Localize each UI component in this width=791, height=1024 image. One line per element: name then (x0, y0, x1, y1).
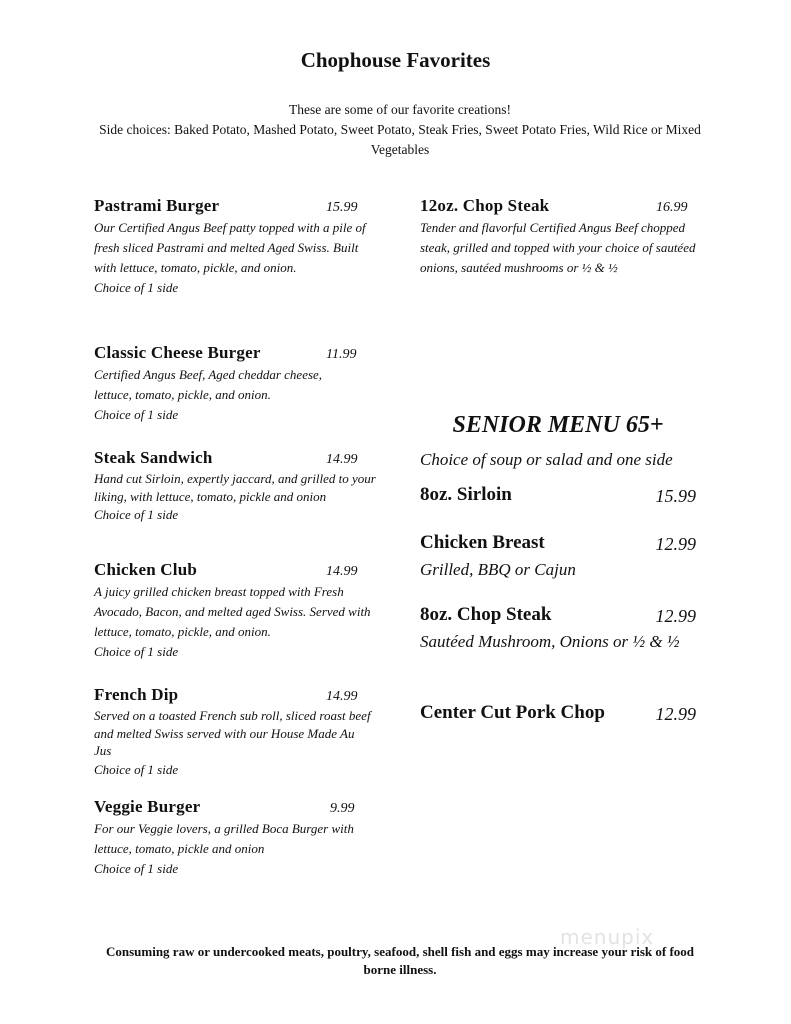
item-name: Steak Sandwich (94, 448, 213, 467)
item-price: 14.99 (326, 689, 358, 704)
page-title: Chophouse Favorites (300, 48, 491, 72)
senior-item-pork-chop (420, 702, 700, 724)
menu-item-classic-cheese-burger (94, 343, 374, 425)
item-name: 12oz. Chop Steak (420, 196, 550, 215)
senior-item-8oz-chop-steak (420, 604, 700, 655)
senior-menu-subtitle: Choice of soup or salad and one side (420, 450, 673, 469)
item-name: Veggie Burger (94, 797, 201, 816)
item-name: 8oz. Sirloin (420, 484, 512, 505)
menu-item-chicken-club (94, 560, 379, 662)
item-name: Chicken Club (94, 560, 198, 579)
item-description: Hand cut Sirloin, expertly jaccard, and grilled to your liking, with lettuce, tomato, pickle and onion (94, 471, 376, 504)
item-price: 12.99 (655, 534, 696, 554)
side-choices: Side choices: Baked Potato, Mashed Potato, Sweet Potato, Steak Fries, Sweet Potato Fries, Wild Rice or Mixed Vegetables (99, 122, 701, 157)
menu-item-veggie-burger (94, 797, 369, 879)
item-note: Choice of 1 side (94, 761, 179, 777)
item-name: Classic Cheese Burger (94, 343, 261, 362)
menu-item-12oz-chop-steak (420, 196, 705, 278)
item-description: Tender and flavorful Certified Angus Beef chopped steak, grilled and topped with your choice of sautéed onions, sautéed mushrooms or ½ & ½ (420, 220, 696, 275)
menu-item-pastrami-burger (94, 196, 374, 298)
intro-tagline: These are some of our favorite creations! (289, 102, 511, 117)
item-price: 11.99 (326, 347, 357, 362)
item-description: For our Veggie lovers, a grilled Boca Burger with lettuce, tomato, pickle and onion (94, 821, 354, 856)
food-safety-disclaimer: Consuming raw or undercooked meats, poultry, seafood, shell fish and eggs may increase your risk of food borne illness. (105, 944, 695, 977)
senior-item-sirloin (420, 484, 700, 506)
item-name: 8oz. Chop Steak (420, 604, 552, 625)
item-price: 14.99 (326, 564, 358, 579)
item-description: Our Certified Angus Beef patty topped with a pile of fresh sliced Pastrami and melted Aged Swiss. Built with lettuce, tomato, pickle, and onion. (94, 220, 366, 275)
watermark-logo: menupix (560, 925, 655, 949)
item-name: French Dip (94, 685, 179, 704)
item-note: Choice of 1 side (94, 507, 179, 522)
item-description: A juicy grilled chicken breast topped with Fresh Avocado, Bacon, and melted aged Swiss. Served with lettuce, tomato, pickle, and onion. (94, 584, 371, 639)
item-price: 12.99 (655, 606, 696, 626)
item-price: 16.99 (656, 200, 688, 215)
item-note: Choice of 1 side (94, 280, 179, 295)
item-price: 14.99 (326, 452, 358, 467)
item-note: Choice of 1 side (94, 407, 179, 422)
senior-item-chicken-breast (420, 532, 700, 583)
item-price: 15.99 (326, 200, 358, 215)
item-name: Pastrami Burger (94, 196, 220, 215)
menu-item-steak-sandwich (94, 448, 379, 525)
item-price: 9.99 (330, 801, 355, 816)
senior-menu-title: SENIOR MENU 65+ (452, 412, 664, 438)
item-name: Chicken Breast (420, 532, 545, 553)
menu-item-french-dip (94, 685, 374, 780)
item-price: 12.99 (655, 704, 696, 724)
item-note: Choice of 1 side (94, 644, 179, 659)
intro-text (90, 100, 710, 160)
item-price: 15.99 (655, 486, 696, 506)
item-description: Certified Angus Beef, Aged cheddar cheese, lettuce, tomato, pickle, and onion. (94, 367, 323, 402)
item-note: Choice of 1 side (94, 861, 179, 876)
item-description: Sautéed Mushroom, Onions or ½ & ½ (420, 632, 680, 651)
item-description: Grilled, BBQ or Cajun (420, 560, 576, 579)
item-name: Center Cut Pork Chop (420, 702, 605, 723)
item-description: Served on a toasted French sub roll, sliced roast beef and melted Swiss served with our House Made Au Jus (94, 708, 371, 758)
